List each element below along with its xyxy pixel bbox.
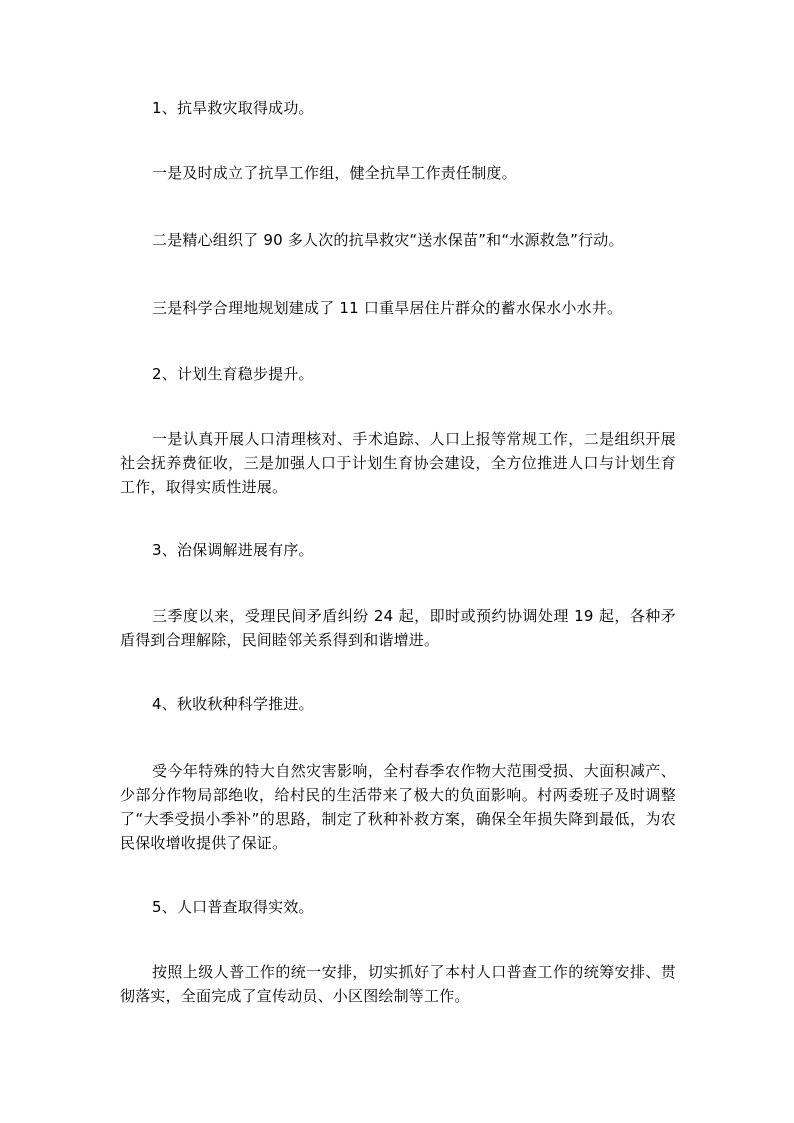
paragraph-drought-actions: 二是精心组织了 90 多人次的抗旱救灾“送水保苗”和“水源救急”行动。 xyxy=(152,231,624,249)
paragraph-family-planning: 一是认真开展人口清理核对、手术追踪、人口上报等常规工作，二是组织开展社会抚养费征收，三是加强人口于计划生育协会建设，全方位推进人口与计划生育工作，取得实质性进展。 xyxy=(120,430,676,496)
paragraph-water-wells: 三是科学合理地规划建成了 11 口重旱居住片群众的蓄水保水小水井。 xyxy=(152,299,623,317)
section-heading-2: 2、计划生育稳步提升。 xyxy=(152,365,314,383)
section-heading-3: 3、治保调解进展有序。 xyxy=(152,541,314,559)
paragraph-autumn-planting: 受今年特殊的特大自然灾害影响，全村春季农作物大范围受损、大面积减产、少部分作物局部绝收，给村民的生活带来了极大的负面影响。村两委班子及时调整了“大季受损小季补”的思路，制定了秋种补救方案，确保全年损失降到最低，为农民保收增收提供了保证。 xyxy=(120,762,676,852)
section-heading-4: 4、秋收秋种科学推进。 xyxy=(152,695,314,713)
paragraph-census: 按照上级人普工作的统一安排，切实抓好了本村人口普查工作的统筹安排、贯彻落实，全面完成了宣传动员、小区图绘制等工作。 xyxy=(120,963,676,1005)
section-heading-5: 5、人口普查取得实效。 xyxy=(152,898,314,916)
section-heading-1: 1、抗旱救灾取得成功。 xyxy=(152,99,314,117)
paragraph-mediation: 三季度以来，受理民间矛盾纠纷 24 起，即时或预约协调处理 19 起，各种矛盾得到合理解除，民间睦邻关系得到和谐增进。 xyxy=(120,607,676,649)
paragraph-drought-team: 一是及时成立了抗旱工作组，健全抗旱工作责任制度。 xyxy=(152,164,517,182)
